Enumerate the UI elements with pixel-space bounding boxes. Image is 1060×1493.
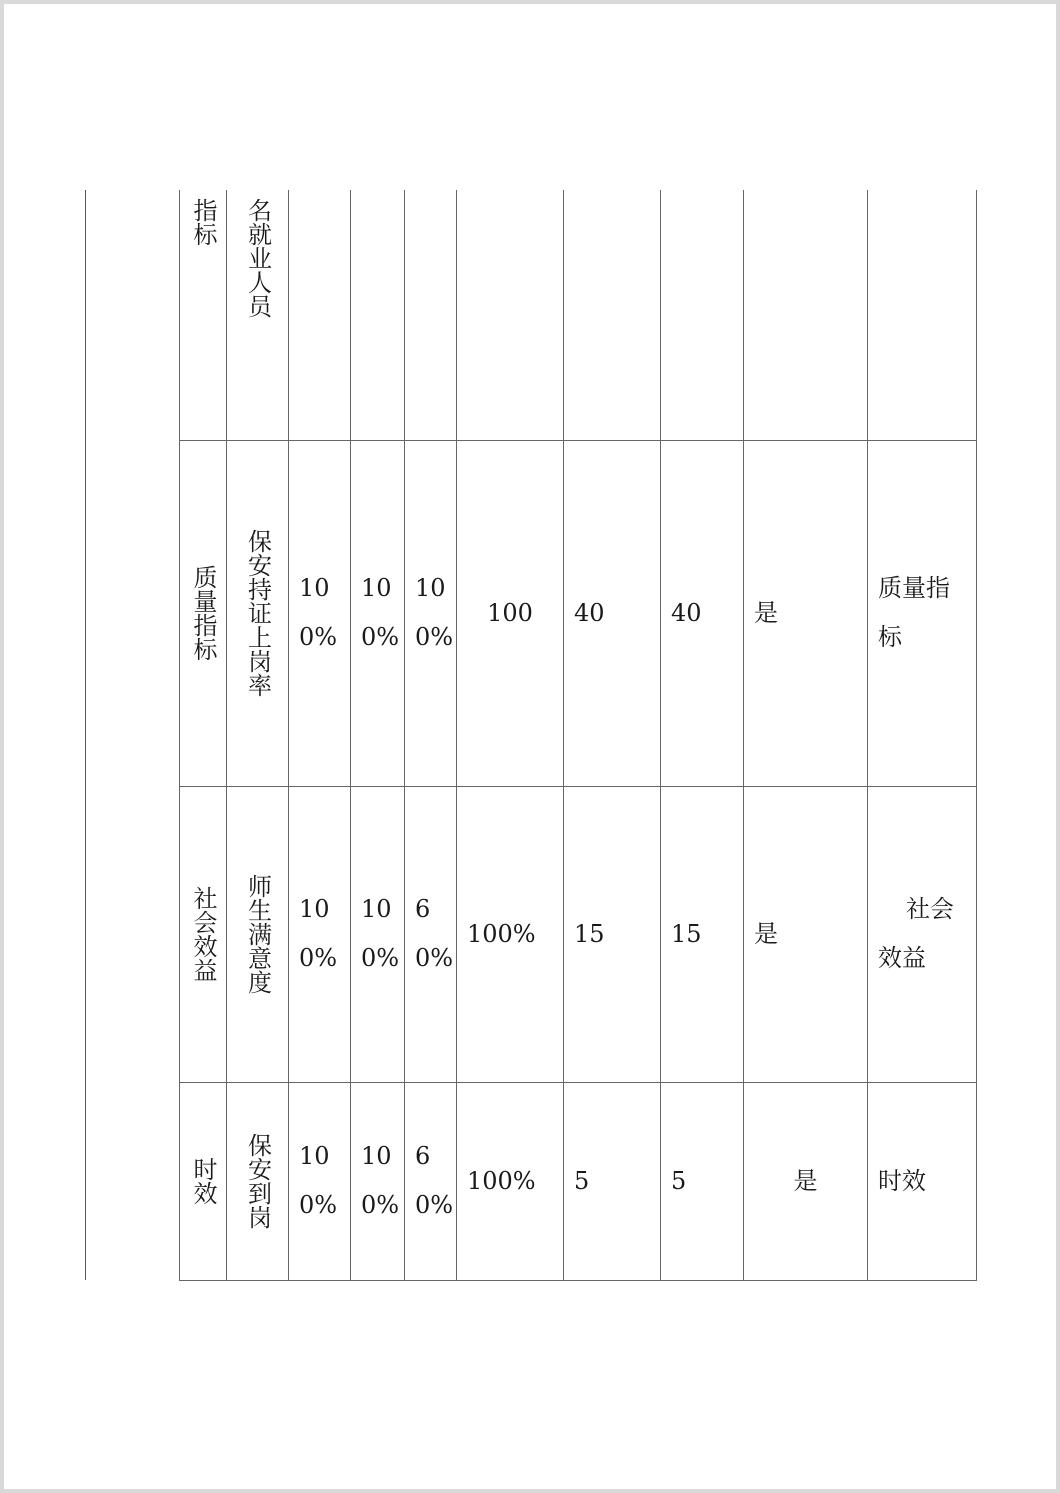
weight-cell: 15 bbox=[564, 786, 661, 1082]
annual-target-cell: 100% bbox=[351, 440, 405, 786]
table-row bbox=[180, 786, 977, 1082]
weight-cell: 40 bbox=[564, 440, 661, 786]
document-page bbox=[4, 4, 1056, 1489]
item-text: 师生满意度 bbox=[243, 874, 272, 994]
performance-indicator-table bbox=[179, 190, 977, 1281]
completion-rate-cell: 100 bbox=[457, 440, 564, 786]
remark-cell: 时效 bbox=[868, 1082, 977, 1280]
cell bbox=[457, 190, 564, 440]
score-cell: 15 bbox=[661, 786, 744, 1082]
cell bbox=[351, 190, 405, 440]
score-cell: 5 bbox=[661, 1082, 744, 1280]
remark-cell: 社会效益 bbox=[868, 786, 977, 1082]
indicator-cell bbox=[180, 786, 227, 1082]
left-border-line bbox=[85, 190, 86, 1280]
weight-cell: 5 bbox=[564, 1082, 661, 1280]
achieved-cell: 是 bbox=[744, 786, 868, 1082]
item-text: 保安到岗 bbox=[243, 1133, 272, 1229]
cell bbox=[405, 190, 457, 440]
cell bbox=[289, 190, 351, 440]
annual-target-cell: 100% bbox=[351, 1082, 405, 1280]
completion-rate-cell: 100% bbox=[457, 786, 564, 1082]
cell bbox=[564, 190, 661, 440]
target-value-cell: 100% bbox=[289, 1082, 351, 1280]
indicator-text: 质量指标 bbox=[189, 565, 217, 661]
indicator-cell bbox=[180, 190, 227, 440]
item-text: 名就业人员 bbox=[243, 198, 272, 318]
actual-value-cell: 100% bbox=[405, 440, 457, 786]
completion-rate-cell: 100% bbox=[457, 1082, 564, 1280]
table-row bbox=[180, 190, 977, 440]
remark-cell: 质量指标 bbox=[868, 440, 977, 786]
item-cell bbox=[227, 440, 289, 786]
target-value-cell: 100% bbox=[289, 440, 351, 786]
achieved-cell: 是 bbox=[744, 1082, 868, 1280]
actual-value-cell: 60% bbox=[405, 786, 457, 1082]
cell bbox=[744, 190, 868, 440]
indicator-text: 时效 bbox=[189, 1157, 217, 1205]
indicator-cell bbox=[180, 1082, 227, 1280]
item-cell bbox=[227, 786, 289, 1082]
item-cell bbox=[227, 190, 289, 440]
item-text: 保安持证上岗率 bbox=[243, 529, 272, 697]
cell bbox=[661, 190, 744, 440]
indicator-text: 指标 bbox=[189, 198, 217, 246]
indicator-cell bbox=[180, 440, 227, 786]
item-cell bbox=[227, 1082, 289, 1280]
cell bbox=[868, 190, 977, 440]
achieved-cell: 是 bbox=[744, 440, 868, 786]
table-row bbox=[180, 1082, 977, 1280]
actual-value-cell: 60% bbox=[405, 1082, 457, 1280]
table-row bbox=[180, 440, 977, 786]
target-value-cell: 100% bbox=[289, 786, 351, 1082]
annual-target-cell: 100% bbox=[351, 786, 405, 1082]
indicator-text: 社会效益 bbox=[189, 886, 217, 982]
score-cell: 40 bbox=[661, 440, 744, 786]
